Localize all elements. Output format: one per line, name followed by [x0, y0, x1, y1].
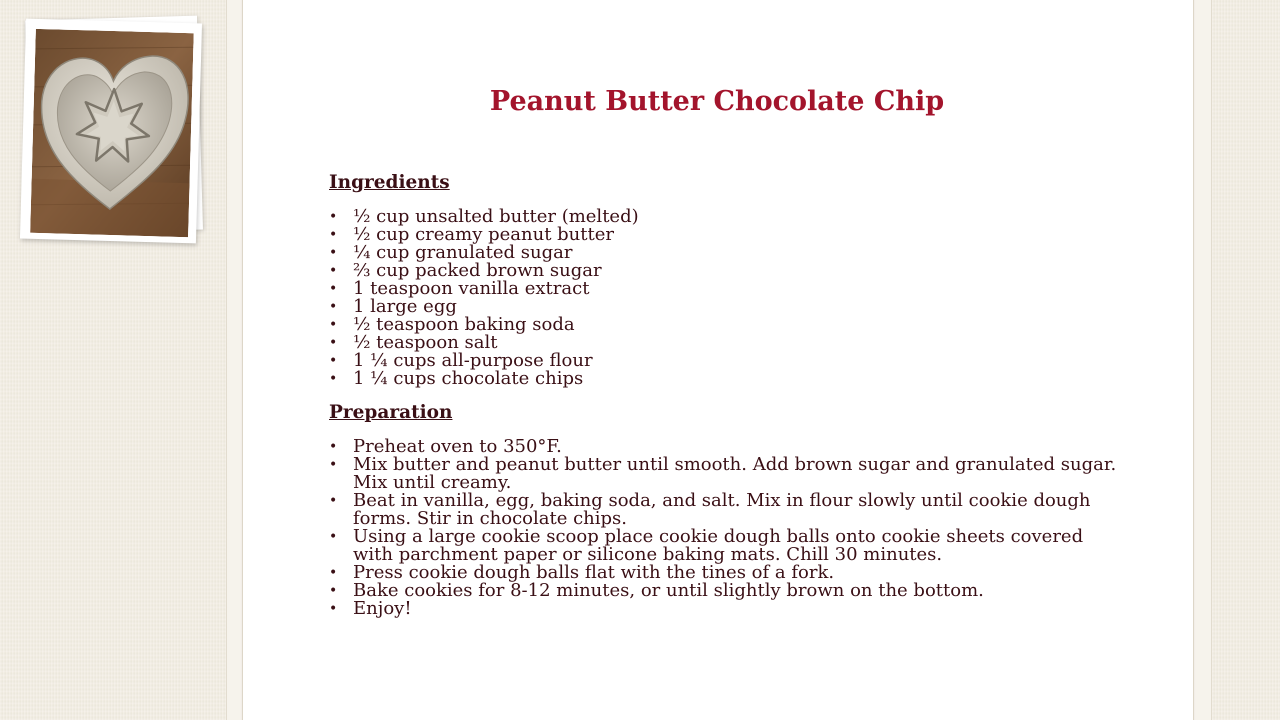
- ingredient-item: [329, 370, 1119, 388]
- bullet: •: [329, 281, 338, 297]
- step-text: Using a large cookie scoop place cookie dough balls onto cookie sheets covered with parchment paper or silicone baking mats. Chill 30 minutes.: [353, 526, 1084, 565]
- bullet: •: [329, 209, 338, 225]
- bullet: •: [329, 439, 338, 455]
- preparation-step: [329, 582, 1119, 600]
- ingredient-text: 1 ¼ cups all-purpose flour: [353, 350, 593, 371]
- ingredient-text: ¼ cup granulated sugar: [353, 242, 573, 263]
- preparation-step: [329, 456, 1119, 492]
- bullet: •: [329, 245, 338, 261]
- bullet: •: [329, 565, 338, 581]
- preparation-step: [329, 492, 1119, 528]
- ingredient-text: 1 ¼ cups chocolate chips: [353, 368, 584, 389]
- step-text: Press cookie dough balls flat with the tines of a fork.: [353, 562, 835, 583]
- bullet: •: [329, 317, 338, 333]
- recipe-title: Peanut Butter Chocolate Chip: [489, 86, 945, 117]
- ingredient-text: ½ teaspoon salt: [353, 332, 498, 353]
- preparation-list: [329, 438, 1119, 618]
- bullet: •: [329, 529, 338, 545]
- ingredient-text: ½ cup creamy peanut butter: [353, 224, 614, 245]
- preparation-step: [329, 528, 1119, 564]
- bullet: •: [329, 493, 338, 509]
- polaroid-photo: [20, 19, 202, 244]
- ingredient-text: 1 large egg: [353, 296, 457, 317]
- bullet: •: [329, 353, 338, 369]
- ingredients-list: [329, 208, 1119, 388]
- bullet: •: [329, 457, 338, 473]
- recipe-content: [329, 172, 1119, 618]
- bullet: •: [329, 583, 338, 599]
- ingredient-text: ½ cup unsalted butter (melted): [353, 206, 639, 227]
- ingredient-text: ⅔ cup packed brown sugar: [353, 260, 602, 281]
- heart-dish-with-star-cutter-icon: [30, 29, 194, 237]
- bullet: •: [329, 371, 338, 387]
- bullet: •: [329, 299, 338, 315]
- preparation-heading: Preparation: [329, 402, 453, 423]
- bullet: •: [329, 227, 338, 243]
- step-text: Preheat oven to 350°F.: [353, 436, 562, 457]
- step-text: Enjoy!: [353, 598, 412, 619]
- bullet: •: [329, 335, 338, 351]
- bullet: •: [329, 601, 338, 617]
- ingredients-heading: Ingredients: [329, 172, 450, 193]
- bullet: •: [329, 263, 338, 279]
- step-text: Beat in vanilla, egg, baking soda, and salt. Mix in flour slowly until cookie dough forms. Stir in chocolate chips.: [353, 490, 1091, 529]
- ingredient-text: 1 teaspoon vanilla extract: [353, 278, 590, 299]
- step-text: Bake cookies for 8-12 minutes, or until slightly brown on the bottom.: [353, 580, 984, 601]
- ingredient-text: ½ teaspoon baking soda: [353, 314, 575, 335]
- preparation-step: [329, 600, 1119, 618]
- step-text: Mix butter and peanut butter until smooth. Add brown sugar and granulated sugar. Mix until creamy.: [353, 454, 1117, 493]
